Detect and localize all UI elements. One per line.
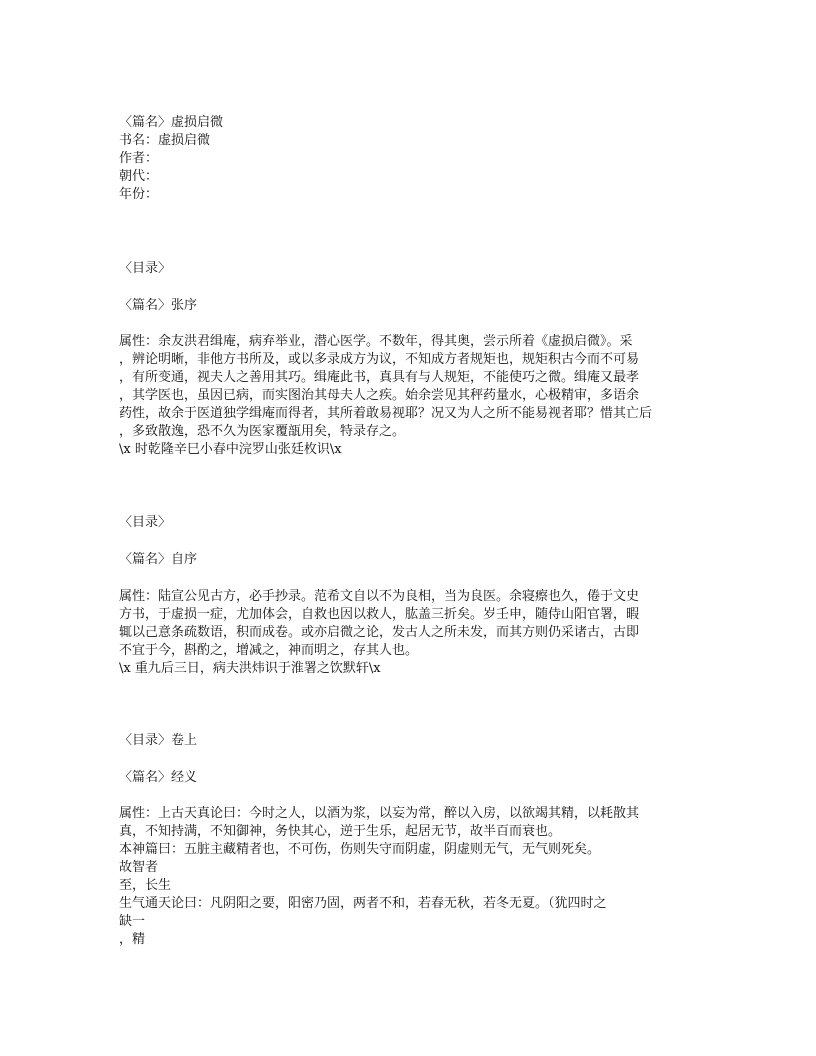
section-toc <box>119 260 171 278</box>
section-body <box>119 588 639 678</box>
toc-label: 〈目录〉卷上 <box>119 733 198 748</box>
body-line: \x 时乾隆辛巳小春中浣罗山张廷枚识\x <box>119 442 342 457</box>
chapter-title: 〈篇名〉自序 <box>119 552 198 567</box>
body-line: 属性：上古天真论曰：今时之人，以酒为浆，以妄为常，醉以入房，以欲竭其精，以耗散其 <box>119 806 640 821</box>
body-line: 属性：余友洪君缉庵，病弃举业，潜心医学。不数年，得其奥，尝示所着《虚损启微》。采 <box>119 334 633 349</box>
body-line: ，多致散逸，恐不久为医家覆瓿用矣，特录存之。 <box>119 424 406 439</box>
chapter-title: 〈篇名〉张序 <box>119 298 198 313</box>
body-line: 不宜于今，斟酌之，增减之，神而明之，存其人也。 <box>119 643 419 658</box>
section-title <box>119 769 197 787</box>
header-line: 朝代： <box>119 169 159 184</box>
section-toc <box>119 732 197 750</box>
body-line: 生气通天论曰：凡阴阳之要，阳密乃固，两者不和，若春无秋，若冬无夏。（犹四时之 <box>119 896 607 911</box>
body-line: 药性，故余于医道独学缉庵而得者，其所着敢易视耶？况又为人之所不能易视者耶？惜其亡后 <box>119 406 653 421</box>
body-line: ，有所变通，视夫人之善用其巧。缉庵此书，真具有与人规矩，不能使巧之微。缉庵又最孝 <box>119 370 640 385</box>
chapter-title: 〈篇名〉经义 <box>119 770 198 785</box>
body-line: \x 重九后三日，病夫洪炜识于淮署之饮默轩\x <box>119 661 381 676</box>
body-line: 属性：陆宣公见古方，必手抄录。范希文自以不为良相，当为良医。余寝瘵也久，倦于文史 <box>119 589 640 604</box>
header-line: 年份： <box>119 187 159 202</box>
body-line: 辄以己意条疏数语，积而成卷。或亦启微之论，发古人之所未发，而其方则仍采诸古，古即 <box>119 625 640 640</box>
body-line: 方书，于虚损一症，尤加体会，自救也因以救人，肱盖三折矣。岁壬申，随侍山阳官署，暇 <box>119 607 640 622</box>
header-line: 书名：虚损启微 <box>119 133 211 148</box>
body-line: 故智者 <box>119 860 159 875</box>
body-line: 本神篇曰：五脏主藏精者也，不可伤，伤则失守而阴虚，阴虚则无气，无气则死矣。 <box>119 842 601 857</box>
body-line: ，辨论明晰，非他方书所及，或以多录成方为议，不知成方者规矩也，规矩积古今而不可易 <box>119 352 640 367</box>
document-header <box>119 114 223 204</box>
body-line: 缺一 <box>119 914 146 929</box>
header-line: 作者： <box>119 151 159 166</box>
section-toc <box>119 514 171 532</box>
body-line: 至，长生 <box>119 878 172 893</box>
toc-label: 〈目录〉 <box>119 515 172 530</box>
section-title <box>119 297 197 315</box>
section-body <box>119 333 652 459</box>
header-line: 〈篇名〉虚损启微 <box>119 115 224 130</box>
body-line: 真，不知持满，不知御神，务快其心，逆于生乐，起居无节，故半百而衰也。 <box>119 824 562 839</box>
section-title <box>119 551 197 569</box>
body-line: ，精 <box>119 932 146 947</box>
section-body <box>119 805 639 949</box>
body-line: ，其学医也，虽因已病，而实图治其母夫人之疾。始余尝见其秤药量水，心极精审，多语余 <box>119 388 640 403</box>
toc-label: 〈目录〉 <box>119 261 172 276</box>
